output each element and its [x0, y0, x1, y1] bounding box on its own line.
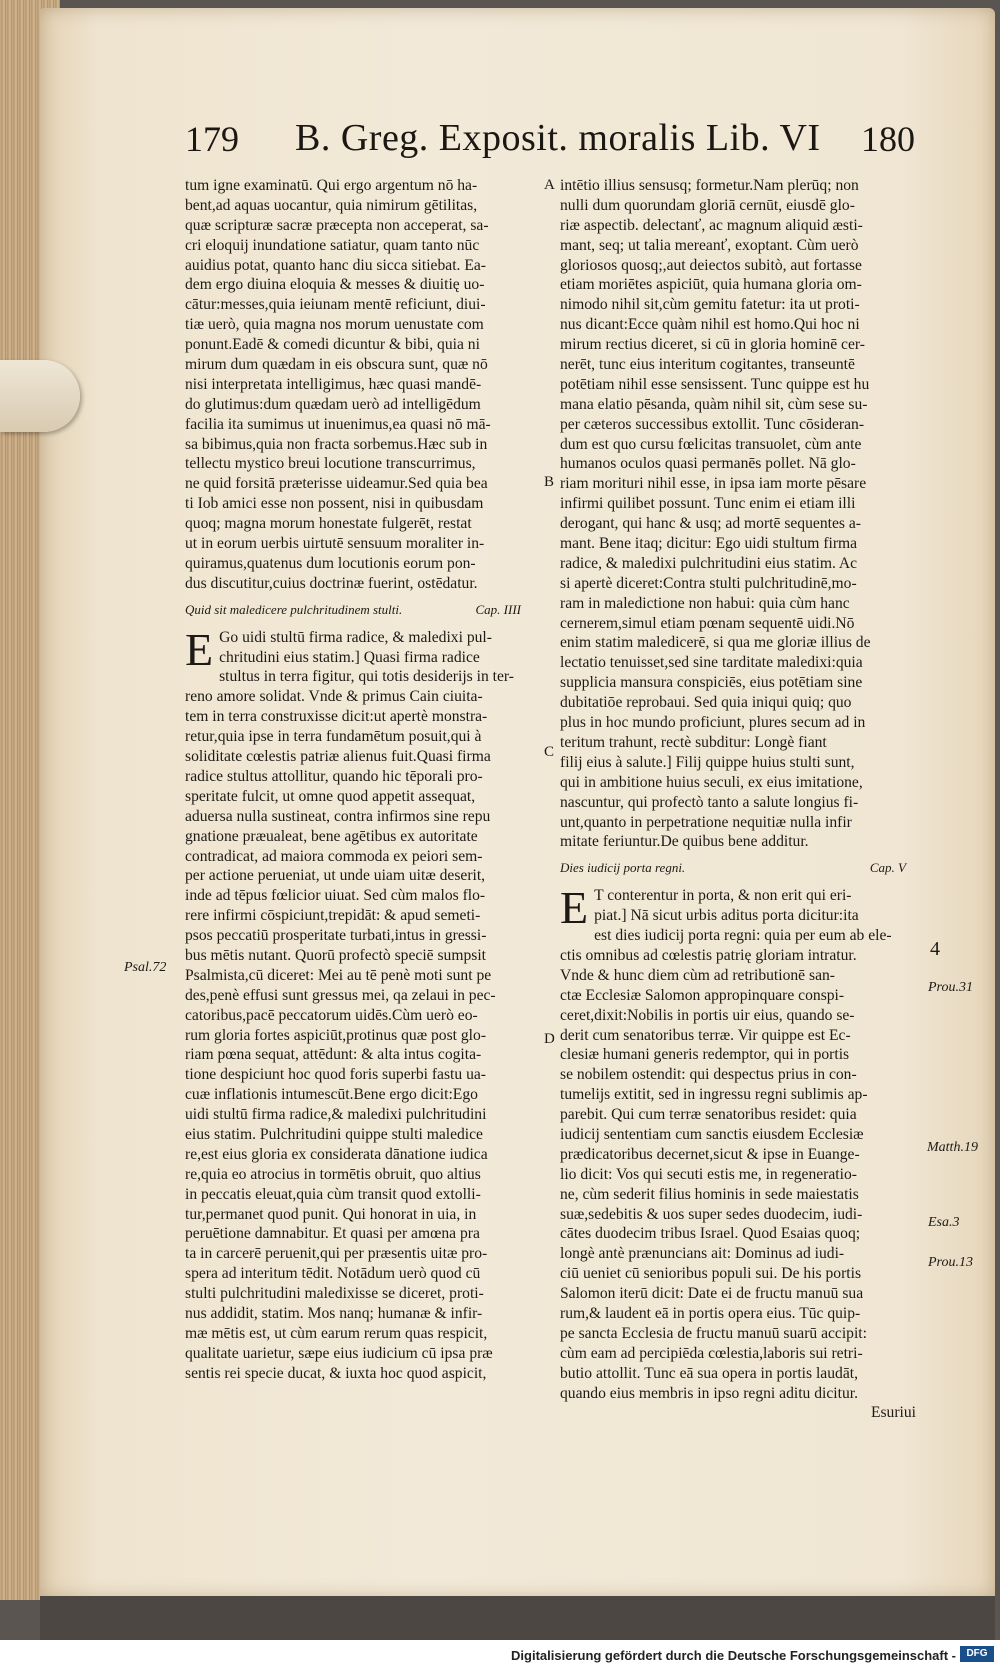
- text-line: clesiæ humani generis redemptor, qui in portis: [560, 1046, 850, 1064]
- text-line: tem in terra construxisse dicit:ut apertè monstra-: [185, 708, 488, 726]
- text-line: suæ,sedebitis & uos super sedes duodecim, iudi-: [560, 1205, 863, 1223]
- text-line: nascuntur, qui profectò tanto a salute longius fi-: [560, 793, 859, 811]
- chapter-number: Cap. V: [869, 860, 906, 876]
- text-line: se nobilem ostendit: qui despectus prius in con-: [560, 1066, 857, 1084]
- text-line: est dies iudicij porta regni: quia per eum ab ele-: [594, 927, 892, 945]
- text-line: dum est quo cursu fœlicitas transuolet, cùm ante: [560, 435, 862, 453]
- text-line: catoribus,pacē peccatorum uidēs.Cùm uerò eo-: [185, 1006, 478, 1024]
- text-line: Go uidi stultū firma radice, & maledixi pul-: [219, 628, 492, 646]
- text-line: ut in eorum uerbis uirtutē sensuum moraliter in-: [185, 535, 485, 553]
- text-line: mant, seq; ut talia mereanť, exoptant. Cùm uerò: [560, 236, 859, 254]
- text-line: plus in hoc mundo proficiunt, plures secum ad in: [560, 714, 866, 732]
- text-line: bus mētis nutant. Quorū profectò speciē sumpsit: [185, 946, 486, 964]
- text-line: ta in carcerē peruenit,qui per præsentis uitæ pro-: [185, 1245, 488, 1263]
- text-line: ponunt.Eadē & comedi dicuntur & bibi, quia ni: [185, 336, 480, 354]
- text-line: radice, & maledixi pulchritudini eius statim. Ac: [560, 554, 858, 572]
- text-line: T conterentur in porta, & non erit qui eri-: [594, 887, 852, 905]
- text-line: nus addidit, statim. Mos nanq; humanæ & infir-: [185, 1304, 483, 1322]
- text-line: prædicatoribus decernet,sicut & ipse in Euange-: [560, 1145, 860, 1163]
- text-line: Vnde & hunc diem cùm ad retributionē san-: [560, 966, 835, 984]
- text-line: speritate fulcit, ut omne quod appetit assequat,: [185, 787, 476, 805]
- text-line: riam pœna sequat, attēdunt: & alta intus cogita-: [185, 1046, 482, 1064]
- bookmark-tab: [0, 360, 80, 432]
- text-line: re,quia eo atrocius in tormētis obruit, quo altius: [185, 1165, 481, 1183]
- text-line: Salomon iterū dicit: Date ei de fructu manuū sua: [560, 1285, 864, 1303]
- right-text-block-a: [560, 176, 926, 852]
- text-line: Psalmista,cū diceret: Mei au tē penè moti sunt pe: [185, 966, 492, 984]
- text-line: teritum trahunt, rectè subditur: Longè fiant: [560, 733, 827, 751]
- text-line: sa bibimus,quia non fracta sorbemus.Hæc sub in: [185, 435, 488, 453]
- text-line: ne quid forsitā præterisse uideamur.Sed quia bea: [185, 475, 488, 493]
- text-line: tellectu mystico breui locutione transcurrimus,: [185, 455, 476, 473]
- text-line: tur,permanet quod punit. Qui honorat in uia, in: [185, 1205, 477, 1223]
- text-line: nus dicant:Ecce quàm nihil est homo.Qui hoc ni: [560, 316, 860, 334]
- text-line: spera ad interitum tēdit. Notādum uerò quod cū: [185, 1265, 481, 1283]
- text-line: filij eius à salute.] Filij quippe huius stulti sunt,: [560, 753, 855, 771]
- text-line: dubitatiōe reprobaui. Sed quia iniqui quiq; quo: [560, 694, 852, 712]
- margin-letter-a: A: [544, 177, 555, 193]
- text-line: tum igne examinatū. Qui ergo argentum nō ha-: [185, 177, 478, 194]
- chapter-title: Dies iudicij porta regni.: [560, 860, 686, 876]
- text-line: psos peccatiū prosperitate turbati,intus in gressi-: [185, 927, 487, 945]
- text-line: quoq; magna morum honestate fulgerēt, restat: [185, 515, 472, 533]
- text-line: cùm eam ad percipiēda cœlestia,laboris sui retri-: [560, 1344, 863, 1362]
- text-line: ctæ Ecclesiæ Salomon appropinquare conspi-: [560, 986, 845, 1004]
- margin-number: 4: [930, 938, 940, 960]
- drop-capital: E: [560, 882, 589, 934]
- margin-letter-b: B: [544, 474, 555, 490]
- text-line: reno amore solidat. Vnde & primus Cain ciuita-: [185, 688, 483, 706]
- left-text-block-b: [185, 623, 541, 1384]
- text-line: nimodo nihil sit,cùm gemitu fatetur: ita ut proti-: [560, 296, 860, 314]
- text-line: peruētione damnabitur. Et quasi per amœna pra: [185, 1225, 480, 1243]
- text-line: lectatio tenuisset,sed sine tarditate maledixi:quia: [560, 654, 863, 672]
- text-line: nulli dum quorundam gloriā cernūt, eiusdē glo-: [560, 196, 855, 214]
- margin-note-psalm: Psal.72: [124, 960, 167, 975]
- text-line: unt,quanto in perpetratione nequitiæ nulla infir: [560, 813, 852, 831]
- text-line: si apertè diceret:Contra stulti pulchritudinē,mo-: [560, 574, 857, 592]
- text-line: riam morituri nihil esse, in ipsa iam morte pēsare: [560, 475, 867, 493]
- text-line: des,penè effusi sunt gressus mei, qa zelaui in pec-: [185, 986, 496, 1004]
- chapter-title: Quid sit maledicere pulchritudinem stulti.: [185, 601, 403, 617]
- text-line: derogant, qui hanc & usq; ad mortē sequentes a-: [560, 515, 861, 533]
- text-line: mant. Bene itaq; dicitur: Ego uidi stultum firma: [560, 535, 858, 553]
- running-title: B. Greg. Exposit. moralis Lib. VI: [295, 117, 821, 159]
- text-line: mirum dum quædam in eis obscura sunt, quæ nō: [185, 356, 488, 374]
- text-line: iudicij sententiam cum sanctis eiusdem Ecclesiæ: [560, 1125, 864, 1143]
- text-line: mitate feriuntur.De quibus bene additur.: [560, 833, 809, 851]
- chapter-heading-5: [560, 858, 926, 882]
- text-line: auidius potat, quanto hanc diu sicca sitiebat. Ea-: [185, 256, 486, 274]
- chapter-heading-4: [185, 600, 541, 624]
- text-line: eius statim. Pulchritudini quippe stulti maledice: [185, 1125, 483, 1143]
- text-line: infirmi quilibet possunt. Tunc enim ei etiam illi: [560, 495, 856, 513]
- left-page-number: 179: [185, 119, 239, 159]
- text-line: etiam moriētes aspiciūt, quia humana gloria om-: [560, 276, 862, 294]
- text-line: quiramus,quatenus dum locutionis eorum pon-: [185, 554, 476, 572]
- text-line: inde ad tēpus fœlicior uiuat. Sed cùm malos flo-: [185, 887, 486, 905]
- right-text-block-b: [560, 882, 926, 1403]
- dfg-logo: DFG: [960, 1646, 994, 1662]
- text-line: per actione perueniat, ut unde uiam uitæ deserit,: [185, 867, 486, 885]
- text-line: do glutimus:dum quædam uerò ad intelligēdum: [185, 395, 481, 413]
- page-bottom-shadow: [40, 1596, 995, 1640]
- text-line: nerēt, tunc eius interitum cogitantes, transeuntē: [560, 356, 855, 374]
- text-line: potētiam nihil esse sensissent. Tunc quippe est hu: [560, 375, 870, 393]
- text-line: aduersa nulla sustineat, contra infirmos sine repu: [185, 807, 491, 825]
- text-line: stulti pulchritudini maledixisse se diceret, proti-: [185, 1285, 484, 1303]
- text-line: gnatione præualeat, bene agētibus ex autoritate: [185, 827, 478, 845]
- text-line: butio attollit. Tunc eā sua opera in portis laudāt,: [560, 1364, 858, 1382]
- text-line: per cæteros successibus extollit. Tunc cōsideran-: [560, 415, 865, 433]
- text-line: lio dicit: Vos qui secuti estis me, in regeneratio-: [560, 1165, 857, 1183]
- text-line: chritudini eius statim.] Quasi firma radice: [219, 648, 480, 666]
- chapter-number: Cap. IIII: [475, 601, 521, 617]
- text-line: sentis rei specie ducat, & iuxta hoc quod aspicit,: [185, 1364, 487, 1382]
- text-line: ti Iob amici esse non possent, nisi in quibusdam: [185, 495, 484, 513]
- text-line: retur,quia ipse in terra fundamētum posuit,qui à: [185, 728, 482, 746]
- left-column: [185, 176, 541, 1384]
- text-line: ram in maledictione non habui: quia cùm hanc: [560, 594, 850, 612]
- text-line: qui in ambitione huius seculi, ex eius imitatione,: [560, 773, 863, 791]
- text-line: tione despiciunt hoc quod foris superbi fastu ua-: [185, 1066, 486, 1084]
- text-line: cuæ inflationis intumescūt.Bene ergo dicit:Ego: [185, 1086, 478, 1104]
- text-line: mana elatio pēsanda, quàm nihil sit, cùm sese su-: [560, 395, 868, 413]
- margin-note-esaias: Esa.3: [928, 1215, 960, 1230]
- text-line: soliditate cœlestis patriæ alienus fuit.Quasi firma: [185, 748, 491, 766]
- text-line: ctis omnibus ad cœlestis patrię gloriam intratur.: [560, 946, 857, 964]
- text-line: parebit. Qui cum terræ senatoribus residet: quia: [560, 1106, 857, 1124]
- text-line: mirum rectius diceret, si cū in gloria hominē cer-: [560, 336, 865, 354]
- text-line: tiæ uerò, quia magna nos morum uenustate com: [185, 316, 484, 334]
- right-column: [560, 176, 926, 1423]
- text-line: cri eloquij inundatione satiatur, quam tanto nūc: [185, 236, 480, 254]
- text-line: contradicat, ad maiora commoda ex peiori sem-: [185, 847, 483, 865]
- text-line: gloriosos quosq;,aut deiectos subitò, aut fortasse: [560, 256, 862, 274]
- text-line: ceret,dixit:Nobilis in portis uir eius, quando se-: [560, 1006, 855, 1024]
- text-line: cātur:messes,quia ieiunam mentē reficiunt, diui-: [185, 296, 486, 314]
- margin-note-proverbs-13: Prou.13: [928, 1255, 973, 1270]
- text-line: supplicia mansura conspiciēs, eius potētiam sine: [560, 674, 863, 692]
- text-line: ne, cùm sederit filius hominis in sede maiestatis: [560, 1185, 859, 1203]
- margin-note-proverbs-31: Prou.31: [928, 980, 973, 995]
- text-line: rere infirmi cōspiciunt,trepidāt: & apud semeti-: [185, 907, 481, 925]
- text-line: pe sancta Ecclesia de fructu manuū suarū accipit:: [560, 1324, 867, 1342]
- drop-capital: E: [185, 623, 214, 675]
- text-line: longè antè prænuncians ait: Dominus ad iudi-: [560, 1245, 845, 1263]
- text-line: facilia ita sumimus ut inuenimus,ea quasi nō mā-: [185, 415, 491, 433]
- text-line: tumelijs extitit, sed in ingressu regni sublimis ap-: [560, 1086, 868, 1104]
- footer-bar: [0, 1640, 1000, 1669]
- text-line: dus discutitur,cuius doctrinæ fuerint, ostēdatur.: [185, 574, 478, 592]
- text-line: humanos oculos quasi permanēs pollet. Nā glo-: [560, 455, 856, 473]
- text-line: quando eius membris in ipso regni aditu dicitur.: [560, 1384, 858, 1402]
- text-line: mæ mētis est, ut cùm earum rerum quas respicit,: [185, 1324, 488, 1342]
- margin-note-matthew: Matth.19: [927, 1140, 978, 1155]
- text-line: stultus in terra figitur, qui totis desiderijs in ter-: [219, 668, 514, 686]
- text-line: riæ aspectib. delectanť, ac magnum aliquid æsti-: [560, 216, 863, 234]
- text-line: ciū ueniet cū senioribus populi sui. De his portis: [560, 1265, 862, 1283]
- text-line: cātes duodecim tribus Israel. Quod Esaias quoq;: [560, 1225, 861, 1243]
- catchword: Esuriui: [870, 1404, 916, 1422]
- text-line: radice stultus attollitur, quando hic tēporali pro-: [185, 767, 483, 785]
- margin-letter-c: C: [544, 744, 555, 760]
- text-line: re,est eius gloria ex considerata dānatione iudica: [185, 1145, 488, 1163]
- text-line: piat.] Nā sicut urbis aditus porta dicitur:ita: [594, 907, 859, 925]
- funding-notice: Digitalisierung gefördert durch die Deutsche Forschungsgemeinschaft -: [511, 1648, 956, 1663]
- text-line: derit cum senatoribus terræ. Vir quippe est Ec-: [560, 1026, 851, 1044]
- page-header: [185, 118, 915, 178]
- text-line: rum gloria fortes aspiciūt,protinus quæ post glo-: [185, 1026, 487, 1044]
- text-line: enim statim maledicerē, si qua me gloriæ illius de: [560, 634, 871, 652]
- text-line: in peccatis eleuat,quia cùm transit quod extolli-: [185, 1185, 481, 1203]
- text-line: rum,& laudent eā in portis opera eius. Tūc quip-: [560, 1304, 861, 1322]
- left-text-block-a: [185, 176, 541, 594]
- text-line: qualitate uarietur, sæpe eius iudicium cū ipsa præ: [185, 1344, 493, 1362]
- text-line: quæ scripturæ sacræ præcepta non acceperat, sa-: [185, 216, 489, 234]
- text-line: cernerem,simul etiam pœnam sequentē uidi.Nō: [560, 614, 855, 632]
- right-page-number: 180: [861, 119, 915, 159]
- text-line: intētio illius sensusq; formetur.Nam plerūq; non: [560, 177, 859, 194]
- text-line: nisi interpretata intelligimus, hæc quasi mandē-: [185, 375, 482, 393]
- text-line: bent,ad aquas uocantur, quia nimirum gētilitas,: [185, 196, 478, 214]
- margin-letter-d: D: [544, 1031, 555, 1047]
- text-line: uidi stultū firma radice,& maledixi pulchritudini: [185, 1106, 487, 1124]
- text-line: dem ergo diuina eloquia & messes & diuitię uo-: [185, 276, 485, 294]
